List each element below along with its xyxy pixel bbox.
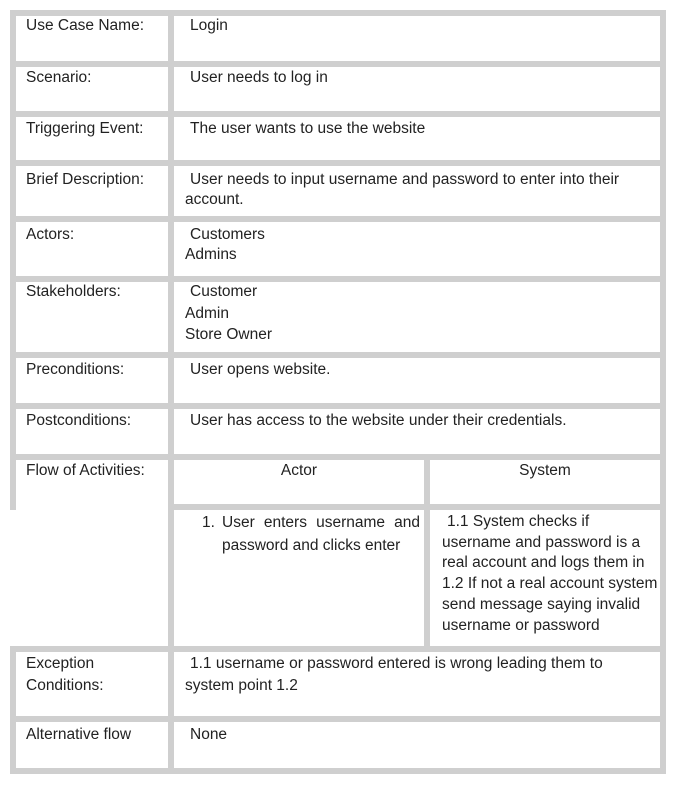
row-divider: [10, 160, 666, 166]
actors-label: Actors:: [26, 226, 75, 243]
stakeholder-item: Store Owner: [185, 326, 273, 343]
use-case-name-value: Login: [190, 17, 228, 34]
row-divider: [10, 111, 666, 117]
row-divider: [10, 768, 666, 774]
triggering-event-value: The user wants to use the website: [190, 120, 426, 137]
flow-system-header: System: [519, 462, 571, 479]
preconditions-label: Preconditions:: [26, 361, 125, 378]
row-divider: [10, 352, 666, 358]
alternative-flow-value: None: [190, 726, 228, 743]
postconditions-value: User has access to the website under their credentials.: [190, 412, 567, 429]
column-divider: [10, 10, 16, 510]
exception-conditions-value: 1.1 username or password entered is wrong leading them to system point 1.2: [185, 655, 603, 694]
row-divider: [10, 646, 666, 652]
postconditions-label: Postconditions:: [26, 412, 132, 429]
row-divider: [10, 403, 666, 409]
stakeholder-item: Admin: [185, 305, 229, 322]
row-divider: [10, 454, 666, 460]
stakeholders-label: Stakeholders:: [26, 283, 121, 300]
column-divider: [168, 10, 174, 774]
stakeholder-item: Customer: [190, 283, 258, 300]
row-divider: [10, 216, 666, 222]
row-divider: [168, 504, 666, 510]
use-case-table: [10, 10, 666, 774]
column-divider: [424, 454, 430, 652]
flow-system-step: [442, 512, 660, 636]
brief-description-value: User needs to input username and password to enter into their account.: [185, 171, 620, 208]
alternative-flow-label: Alternative flow: [26, 726, 132, 743]
actor-item: Customers: [190, 226, 265, 243]
brief-description-label: Brief Description:: [26, 171, 145, 188]
column-divider: [10, 646, 16, 774]
triggering-event-label: Triggering Event:: [26, 120, 144, 137]
row-divider: [10, 716, 666, 722]
flow-system-step-fallback: 1.2 If not a real account system send message saying invalid username or password: [442, 575, 658, 634]
flow-actor-header: Actor: [280, 462, 318, 479]
exception-conditions-label: Exception Conditions:: [26, 655, 104, 694]
preconditions-value: User opens website.: [190, 361, 331, 378]
column-divider: [660, 10, 666, 774]
actor-item: Admins: [185, 246, 237, 263]
scenario-value: User needs to log in: [190, 69, 328, 86]
flow-of-activities-label: Flow of Activities:: [26, 462, 145, 479]
use-case-name-label: Use Case Name:: [26, 17, 145, 34]
flow-actor-step-number: 1.: [202, 514, 215, 531]
row-divider: [10, 61, 666, 67]
flow-system-step-check: 1.1 System checks if username and password is a real account and logs them in: [442, 513, 645, 572]
scenario-label: Scenario:: [26, 69, 92, 86]
flow-actor-step: User enters username and password and clicks enter: [222, 514, 420, 554]
